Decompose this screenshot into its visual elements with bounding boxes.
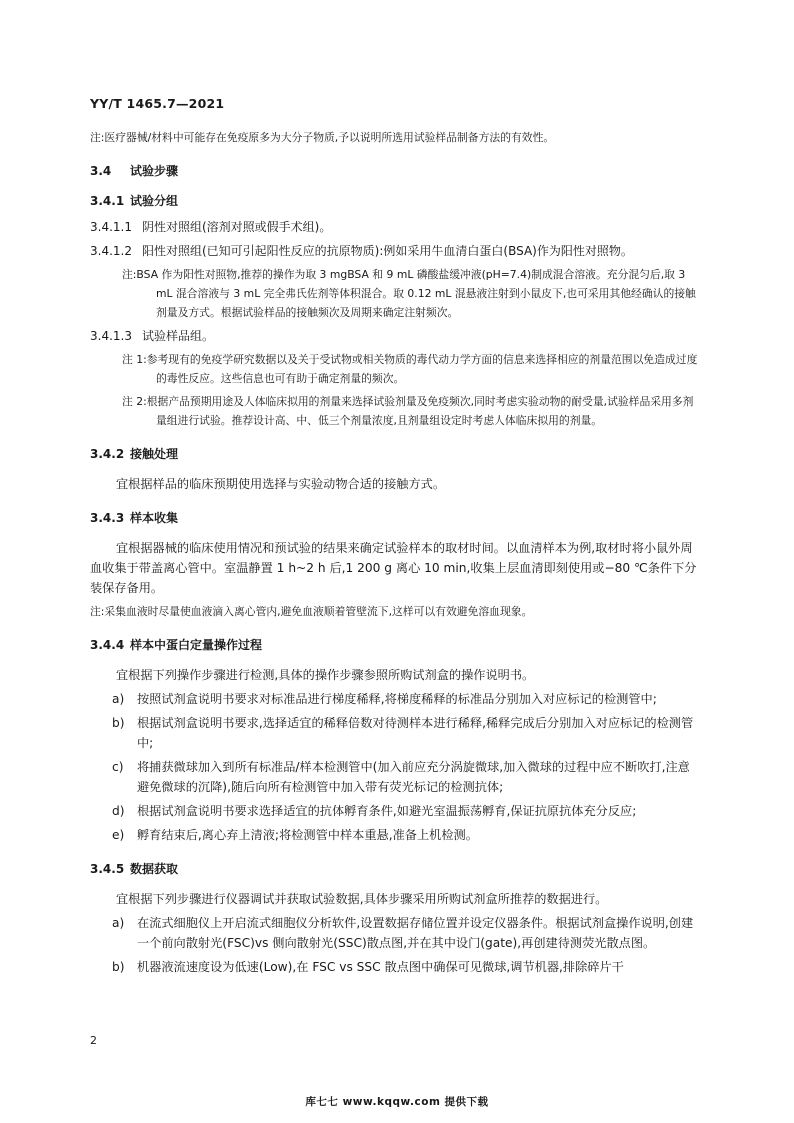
clause-number: 3.4.1.2: [90, 244, 132, 258]
paragraph-3-4-4: 宜根据下列操作步骤进行检测,具体的操作步骤参照所购试剂盒的操作说明书。: [116, 668, 535, 682]
section-number: 3.4: [90, 164, 112, 178]
section-3-4-5-heading: [90, 859, 702, 879]
section-3-4-3-heading: [90, 508, 702, 528]
list-marker: e): [112, 828, 125, 842]
list-marker: a): [112, 916, 125, 930]
list-item: [90, 713, 702, 753]
clause-text: 试验样品组。: [142, 329, 215, 343]
list-item-text: 在流式细胞仪上开启流式细胞仪分析软件,设置数据存储位置并设定仪器条件。根据试剂盒操作说明,创建一个前向散射光(FSC)vs 侧向散射光(SSC)散点图,并在其中设门(gate),再创建待测荧光散点图。: [137, 916, 694, 950]
list-item-text: 按照试剂盒说明书要求对标准品进行梯度稀释,将梯度稀释的标准品分别加入对应标记的检测管中;: [137, 692, 657, 706]
clause-3-4-1-2: [90, 241, 702, 261]
list-marker: d): [112, 804, 125, 818]
section-title: 数据获取: [130, 862, 179, 876]
clause-text: 阳性对照组(已知可引起阳性反应的抗原物质):例如采用牛血清白蛋白(BSA)作为阳性对照物。: [142, 244, 633, 258]
list-item: [90, 913, 702, 953]
list-marker: c): [112, 760, 124, 774]
section-title: 试验步骤: [130, 164, 179, 178]
list-item-text: 将捕获微球加入到所有标准品/样本检测管中(加入前应充分涡旋微球,加入微球的过程中应不断吹打,注意避免微球的沉降),随后向所有检测管中加入带有荧光标记的检测抗体;: [137, 760, 690, 794]
top-note: 注:医疗器械/材料中可能存在免疫原多为大分子物质,予以说明所选用试验样品制备方法的有效性。: [90, 131, 555, 144]
note-2: 注 2:根据产品预期用途及人体临床拟用的剂量来选择试验剂量及免疫频次,同时考虑实验动物的耐受量,试验样品采用多剂量组进行试验。推荐设计高、中、低三个剂量浓度,且剂量组设定时考虑人体临床拟用的剂量。: [122, 395, 694, 427]
section-number: 3.4.1: [90, 194, 125, 208]
list-item: [90, 757, 702, 797]
section-number: 3.4.3: [90, 511, 125, 525]
list-item: [90, 689, 702, 709]
section-number: 3.4.5: [90, 862, 125, 876]
section-title: 接触处理: [130, 447, 179, 461]
list-item-text: 根据试剂盒说明书要求,选择适宜的稀释倍数对待测样本进行稀释,稀释完成后分别加入对应标记的检测管中;: [137, 716, 694, 750]
note-1: 注 1:参考现有的免疫学研究数据以及关于受试物或相关物质的毒代动力学方面的信息来选择相应的剂量范围以免造成过度的毒性反应。这些信息也可有助于确定剂量的频次。: [122, 353, 698, 385]
list-marker: b): [112, 716, 125, 730]
list-item: [90, 957, 702, 977]
list-item-text: 机器液流速度设为低速(Low),在 FSC vs SSC 散点图中确保可见微球,调节机器,排除碎片干: [137, 960, 624, 974]
download-watermark: 库七七 www.kqqw.com 提供下载: [305, 1096, 489, 1108]
list-item: [90, 825, 702, 845]
section-3-4-heading: [90, 161, 702, 181]
clause-number: 3.4.1.3: [90, 329, 132, 343]
paragraph-3-4-5: 宜根据下列步骤进行仪器调试并获取试验数据,具体步骤采用所购试剂盒所推荐的数据进行。: [116, 892, 608, 906]
section-3-4-4-heading: [90, 635, 702, 655]
paragraph-3-4-3: 宜根据器械的临床使用情况和预试验的结果来确定试验样本的取材时间。以血清样本为例,取材时将小鼠外周血收集于带盖离心管中。室温静置 1 h~2 h 后,1 200 g 离心 10 min,收集上层血清即刻使用或−80 ℃条件下分装保存备用。: [90, 541, 697, 595]
note-bsa: 注:BSA 作为阳性对照物,推荐的操作为取 3 mgBSA 和 9 mL 磷酸盐缓冲液(pH=7.4)制成混合溶液。充分混匀后,取 3 mL 混合溶液与 3 mL 完全弗氏佐剂等体积混合。取 0.12 mL 混悬液注射到小鼠皮下,也可采用其他经确认的接触剂量及方式。根据试验样品的接触频次及周期来确定注射频次。: [122, 268, 696, 319]
list-item-text: 根据试剂盒说明书要求选择适宜的抗体孵育条件,如避光室温振荡孵育,保证抗原抗体充分反应;: [137, 804, 637, 818]
clause-3-4-1-1: [90, 217, 702, 237]
page-number: 2: [90, 1034, 97, 1047]
section-title: 试验分组: [130, 194, 179, 208]
list-marker: a): [112, 692, 125, 706]
section-number: 3.4.4: [90, 638, 125, 652]
section-title: 样本中蛋白定量操作过程: [130, 638, 263, 652]
section-number: 3.4.2: [90, 447, 125, 461]
note-3-4-3: 注:采集血液时尽量使血液滴入离心管内,避免血液顺着管壁流下,这样可以有效避免溶血现象。: [90, 605, 533, 618]
list-marker: b): [112, 960, 125, 974]
section-3-4-2-heading: [90, 444, 702, 464]
paragraph-3-4-2: 宜根据样品的临床预期使用选择与实验动物合适的接触方式。: [116, 477, 446, 491]
section-3-4-1-heading: [90, 191, 702, 211]
standard-code: YY/T 1465.7—2021: [90, 96, 225, 111]
document-body: [90, 128, 702, 977]
clause-text: 阴性对照组(溶剂对照或假手术组)。: [142, 220, 332, 234]
list-item: [90, 801, 702, 821]
list-item-text: 孵育结束后,离心弃上清液;将检测管中样本重悬,准备上机检测。: [137, 828, 478, 842]
section-title: 样本收集: [130, 511, 179, 525]
clause-3-4-1-3: [90, 326, 702, 346]
clause-number: 3.4.1.1: [90, 220, 132, 234]
